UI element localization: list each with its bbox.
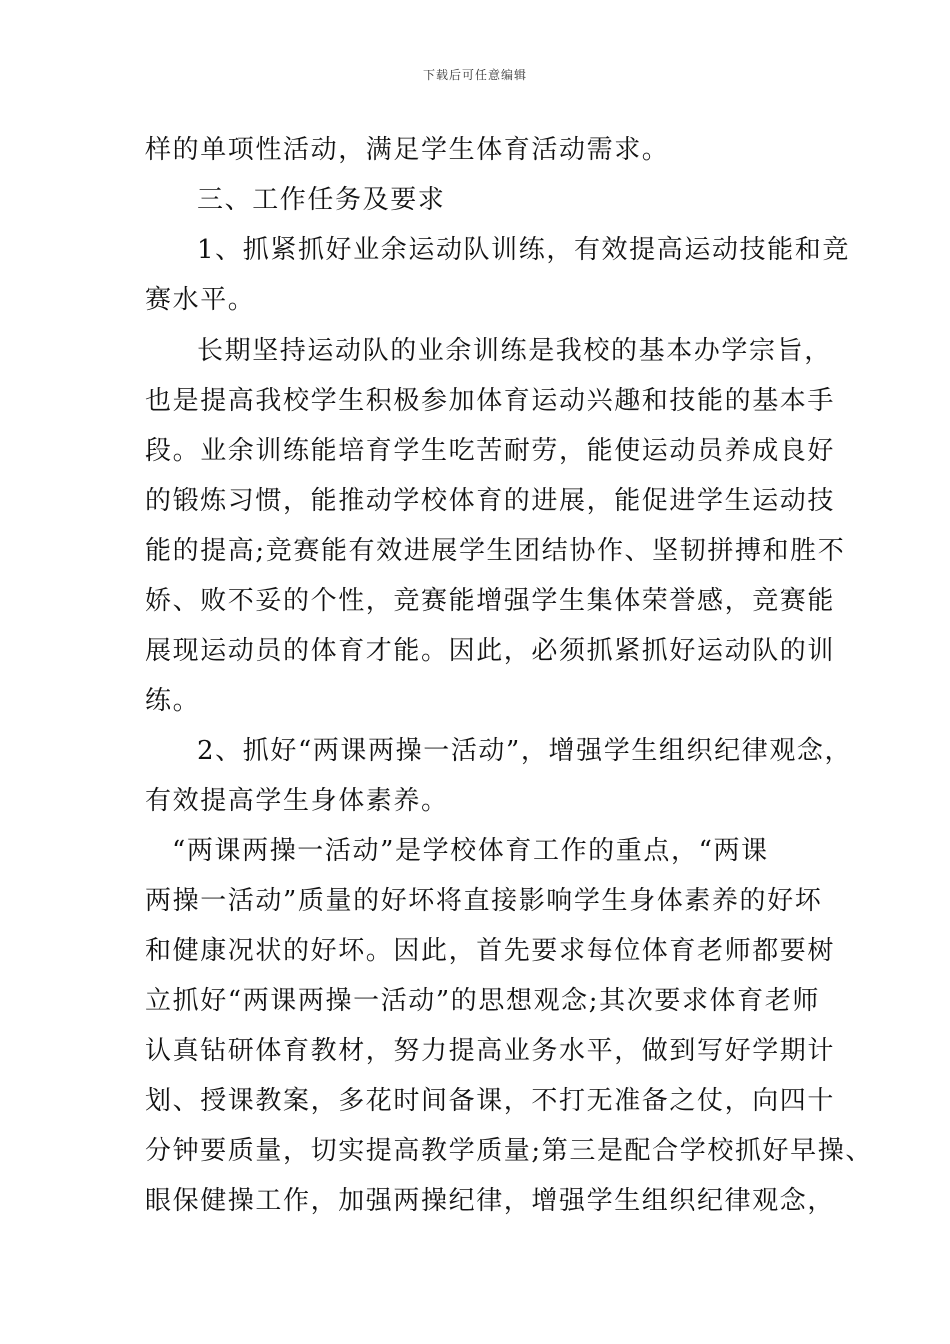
text-line: 能的提高;竞赛能有效进展学生团结协作、坚韧拼搏和胜不 [145,536,846,566]
text-line: 娇、败不妥的个性，竞赛能增强学生集体荣誉感，竞赛能 [145,586,836,616]
page-header: 下载后可任意编辑 [422,68,527,82]
text-line: 展现运动员的体育才能。因此，必须抓紧抓好运动队的训 [145,636,836,666]
text-line: 赛水平。 [145,285,256,315]
text-line: 练。 [145,686,201,716]
text-line: 划、授课教案，多花时间备课，不打无准备之仗，向四十 [145,1086,836,1116]
text-line: 和健康况状的好坏。因此，首先要求每位体育老师都要树 [145,936,836,966]
text-line: 的锻炼习惯，能推动学校体育的进展，能促进学生运动技 [145,486,836,516]
text-line: 立抓好“两课两操一活动”的思想观念;其次要求体育老师 [145,986,820,1016]
text-line: 眼保健操工作，加强两操纪律，增强学生组织纪律观念， [145,1186,836,1216]
subheading: 1、抓紧抓好业余运动队训练，有效提高运动技能和竞 [197,235,850,265]
text-line: 样的单项性活动，满足学生体育活动需求。 [145,135,670,165]
text-line: 段。业余训练能培育学生吃苦耐劳，能使运动员养成良好 [145,436,836,466]
section-heading: 三、工作任务及要求 [197,185,446,215]
paragraph-first-line: 长期坚持运动队的业余训练是我校的基本办学宗旨， [197,336,832,366]
text-line: 认真钻研体育教材，努力提高业务水平，做到写好学期计 [145,1036,836,1066]
subheading: 2、抓好“两课两操一活动”，增强学生组织纪律观念， [197,736,853,766]
paragraph-first-line: “两课两操一活动”是学校体育工作的重点，“两课 [172,836,769,866]
text-line: 有效提高学生身体素养。 [145,786,449,816]
text-line: 也是提高我校学生积极参加体育运动兴趣和技能的基本手 [145,386,836,416]
text-line: 两操一活动”质量的好坏将直接影响学生身体素养的好坏 [145,886,823,916]
text-line: 分钟要质量，切实提高教学质量;第三是配合学校抓好早操、 [145,1136,873,1166]
